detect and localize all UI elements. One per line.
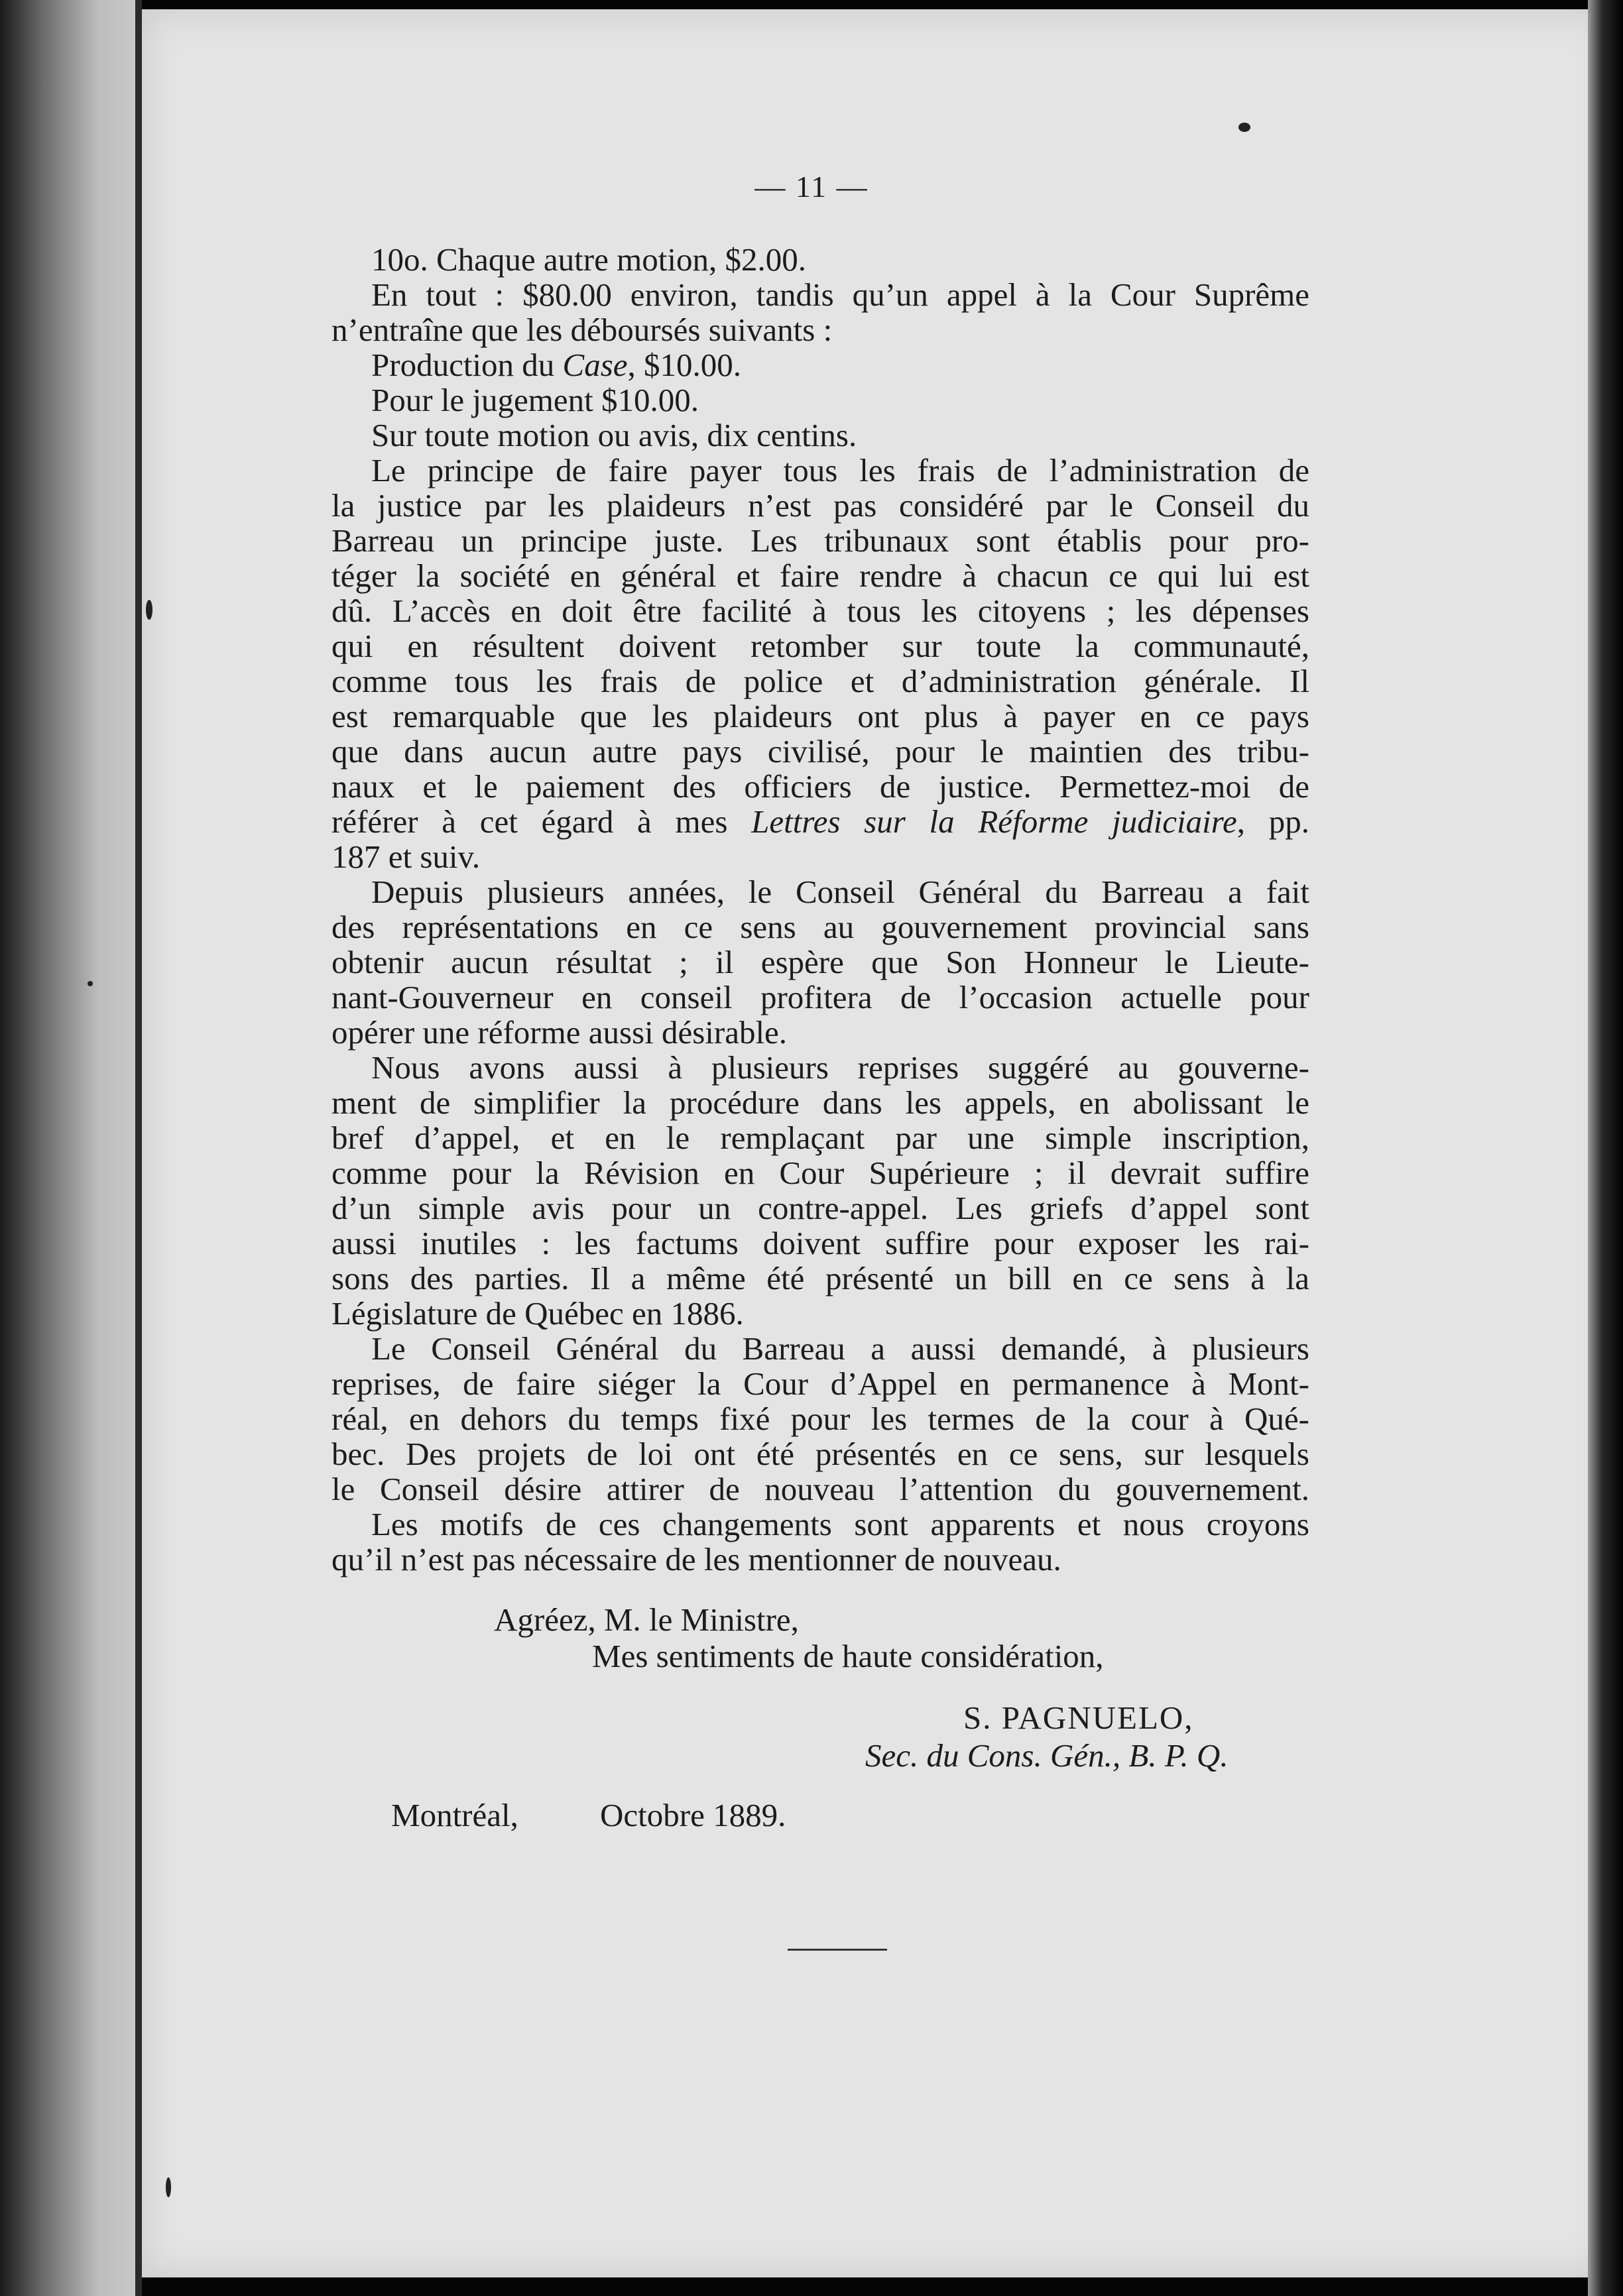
text-line: référer à cet égard à mes Lettres sur la Réforme judiciaire, pp.	[331, 803, 1310, 840]
text-line: Le principe de faire payer tous les frais de l’administration de	[371, 452, 1309, 488]
text-line: naux et le paiement des officiers de justice. Permettez-moi de	[331, 768, 1309, 805]
page-number: — 11 —	[754, 170, 869, 203]
text-line: Production du Case, $10.00.	[371, 347, 742, 383]
scan-speck	[88, 981, 93, 986]
italic-title: Lettres sur la Réforme judiciaire	[751, 803, 1237, 840]
signature-title-text: Sec. du Cons. Gén., B. P. Q.	[865, 1737, 1229, 1774]
text-line: sons des parties. Il a même été présenté un bill en ce sens à la	[331, 1260, 1309, 1296]
signature-title	[865, 1737, 1229, 1774]
left-page-edge	[0, 0, 141, 2296]
date: Octobre 1889.	[600, 1797, 786, 1833]
text-line: qu’il n’est pas nécessaire de les mentionner de nouveau.	[331, 1541, 1061, 1578]
text-line: qui en résultent doivent retomber sur toute la communauté,	[331, 628, 1309, 664]
text-line: que dans aucun autre pays civilisé, pour le maintien des tribu-	[331, 733, 1309, 770]
text-line: réal, en dehors du temps fixé pour les termes de la cour à Qué-	[331, 1401, 1309, 1437]
text-line: opérer une réforme aussi désirable.	[331, 1014, 788, 1051]
signature-name: S. PAGNUELO,	[963, 1699, 1194, 1736]
text-line: Le Conseil Général du Barreau a aussi demandé, à plusieurs	[371, 1330, 1309, 1367]
text-line: Depuis plusieurs années, le Conseil Général du Barreau a fait	[371, 874, 1309, 910]
text-line: d’un simple avis pour un contre-appel. Les griefs d’appel sont	[331, 1190, 1309, 1226]
text-line: est remarquable que les plaideurs ont plus à payer en ce pays	[331, 698, 1309, 734]
end-rule	[788, 1949, 887, 1951]
text-line: bref d’appel, et en le remplaçant par une simple inscription,	[331, 1119, 1309, 1156]
text-line: Barreau un principe juste. Les tribunaux sont établis pour pro-	[331, 522, 1309, 559]
text-line: obtenir aucun résultat ; il espère que Son Honneur le Lieute-	[331, 944, 1309, 980]
text-line: téger la société en général et faire rendre à chacun ce qui lui est	[331, 557, 1309, 594]
text-line: Sur toute motion ou avis, dix centins.	[371, 417, 857, 453]
text-line: Les motifs de ces changements sont apparents et nous croyons	[371, 1506, 1309, 1542]
text-line: comme pour la Révision en Cour Supérieure ; il devrait suffire	[331, 1155, 1309, 1191]
text-line: le Conseil désire attirer de nouveau l’attention du gouvernement.	[331, 1471, 1309, 1507]
text-line: 10o. Chaque autre motion, $2.00.	[371, 241, 806, 278]
closing-sentiments: Mes sentiments de haute considération,	[592, 1638, 1104, 1674]
text-line: Pour le jugement $10.00.	[371, 382, 699, 418]
text-line: comme tous les frais de police et d’administration générale. Il	[331, 663, 1309, 699]
text-line: bec. Des projets de loi ont été présentés en ce sens, sur lesquels	[331, 1436, 1309, 1472]
text-line: la justice par les plaideurs n’est pas considéré par le Conseil du	[331, 487, 1309, 524]
text-line: Législature de Québec en 1886.	[331, 1295, 744, 1332]
text-line: dû. L’accès en doit être facilité à tous les citoyens ; les dépenses	[331, 593, 1309, 629]
text-line: ment de simplifier la procédure dans les appels, en abolissant le	[331, 1084, 1309, 1121]
text-line: 187 et suiv.	[331, 838, 481, 875]
text-line: des représentations en ce sens au gouvernement provincial sans	[331, 909, 1309, 945]
binding-edge	[135, 0, 142, 2296]
scan-speck	[1238, 123, 1250, 132]
body-text	[331, 242, 1309, 1577]
closing-salutation: Agréez, M. le Ministre,	[494, 1601, 799, 1638]
scan-speck	[166, 2177, 171, 2197]
text-line: n’entraîne que les déboursés suivants :	[331, 312, 833, 348]
scan-speck	[146, 600, 152, 620]
text-line: nant-Gouverneur en conseil profitera de l’occasion actuelle pour	[331, 979, 1309, 1015]
italic-title: Case	[562, 347, 628, 383]
text-line: En tout : $80.00 environ, tandis qu’un appel à la Cour Suprême	[371, 276, 1309, 313]
text-line: Nous avons aussi à plusieurs reprises suggéré au gouverne-	[371, 1049, 1309, 1086]
text-line: reprises, de faire siéger la Cour d’Appel en permanence à Mont-	[331, 1365, 1309, 1402]
right-page-shadow	[1588, 0, 1623, 2296]
place: Montréal,	[391, 1797, 518, 1833]
text-line: aussi inutiles : les factums doivent suffire pour exposer les rai-	[331, 1225, 1309, 1261]
